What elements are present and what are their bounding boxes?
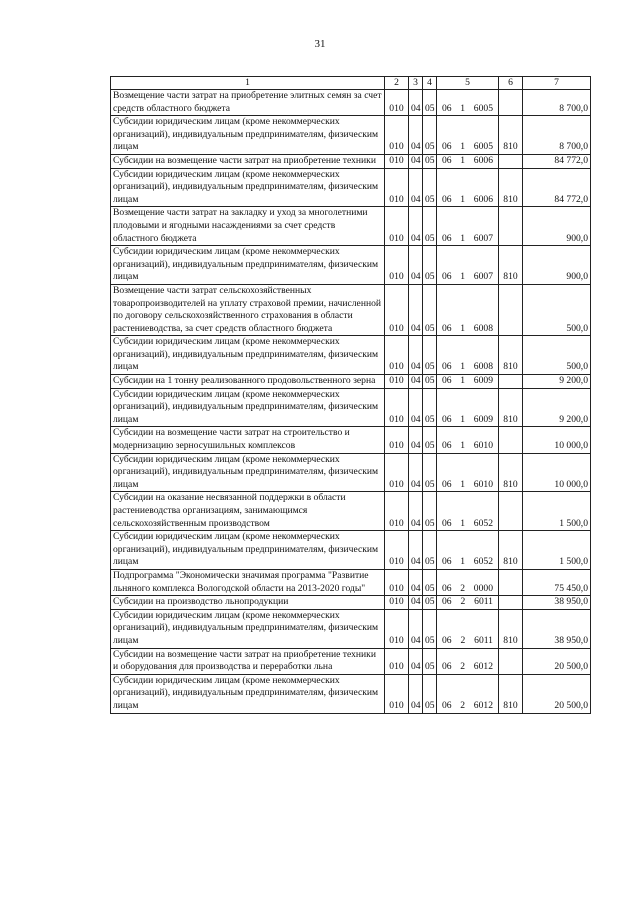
target-article-program: 06 (442, 556, 452, 568)
section-code-cell: 04 (409, 375, 423, 389)
target-article-subprogram: 1 (460, 154, 466, 166)
table-row (111, 648, 591, 674)
target-article-subprogram: 2 (460, 661, 466, 673)
target-article-cell (437, 674, 499, 713)
item-name-cell: Субсидии на возмещение части затрат на приобретение техники (111, 154, 385, 168)
amount-cell: 20 500,0 (523, 674, 591, 713)
target-article-article: 6009 (473, 413, 493, 425)
subsection-code-cell: 05 (423, 648, 437, 674)
item-name-cell: Субсидии на производство льнопродукции (111, 596, 385, 610)
section-code-cell: 04 (409, 492, 423, 531)
subsection-code-cell: 05 (423, 427, 437, 453)
target-article-program: 06 (442, 232, 452, 244)
page-number: 31 (314, 38, 326, 50)
target-article-subprogram: 1 (460, 232, 466, 244)
ministry-code-cell: 010 (385, 207, 409, 246)
amount-cell: 20 500,0 (523, 648, 591, 674)
subsection-code-cell: 05 (423, 674, 437, 713)
expense-type-cell (499, 427, 523, 453)
target-article-cell (437, 453, 499, 492)
target-article-program: 06 (442, 517, 452, 529)
amount-cell: 8 700,0 (523, 90, 591, 116)
target-article-cell (437, 336, 499, 375)
target-article-program: 06 (442, 361, 452, 373)
section-code-cell: 04 (409, 336, 423, 375)
section-code-cell: 04 (409, 246, 423, 285)
amount-cell: 75 450,0 (523, 569, 591, 595)
amount-cell: 500,0 (523, 336, 591, 375)
ministry-code-cell: 010 (385, 596, 409, 610)
target-article-cell (437, 531, 499, 570)
ministry-code-cell: 010 (385, 246, 409, 285)
target-article-subprogram: 1 (460, 361, 466, 373)
section-code-cell: 04 (409, 90, 423, 116)
target-article-article: 0000 (473, 582, 493, 594)
subsection-code-cell: 05 (423, 168, 437, 207)
item-name-cell: Субсидии юридическим лицам (кроме некоммерческих организаций), индивидуальным предпринимателям, физическим лицам (111, 674, 385, 713)
subsection-code-cell: 05 (423, 492, 437, 531)
ministry-code-cell: 010 (385, 648, 409, 674)
ministry-code-cell: 010 (385, 284, 409, 335)
header-col-4: 4 (423, 77, 437, 90)
target-article-program: 06 (442, 102, 452, 114)
subsection-code-cell: 05 (423, 90, 437, 116)
target-article-cell (437, 648, 499, 674)
target-article-article: 6006 (473, 154, 493, 166)
target-article-program: 06 (442, 375, 452, 387)
target-article-subprogram: 1 (460, 271, 466, 283)
table-row (111, 492, 591, 531)
target-article-program: 06 (442, 154, 452, 166)
target-article-article: 6012 (473, 661, 493, 673)
item-name-cell: Субсидии на оказание несвязанной поддержки в области растениеводства организациям, занимающимся сельскохозяйственным производством (111, 492, 385, 531)
target-article-subprogram: 1 (460, 102, 466, 114)
expense-type-cell: 810 (499, 531, 523, 570)
section-code-cell: 04 (409, 596, 423, 610)
target-article-subprogram: 1 (460, 517, 466, 529)
amount-cell: 9 200,0 (523, 388, 591, 427)
target-article-subprogram: 1 (460, 440, 466, 452)
target-article-subprogram: 1 (460, 478, 466, 490)
amount-cell: 500,0 (523, 284, 591, 335)
target-article-subprogram: 1 (460, 141, 466, 153)
table-header-row (111, 77, 591, 90)
expense-type-cell (499, 154, 523, 168)
expense-type-cell (499, 284, 523, 335)
item-name-cell: Субсидии юридическим лицам (кроме некоммерческих организаций), индивидуальным предпринимателям, физическим лицам (111, 116, 385, 155)
table-row (111, 284, 591, 335)
header-col-5: 5 (437, 77, 499, 90)
section-code-cell: 04 (409, 284, 423, 335)
target-article-program: 06 (442, 193, 452, 205)
expense-type-cell: 810 (499, 246, 523, 285)
ministry-code-cell: 010 (385, 168, 409, 207)
target-article-subprogram: 1 (460, 193, 466, 205)
target-article-article: 6010 (473, 440, 493, 452)
target-article-subprogram: 1 (460, 375, 466, 387)
subsection-code-cell: 05 (423, 609, 437, 648)
item-name-cell: Субсидии юридическим лицам (кроме некоммерческих организаций), индивидуальным предпринимателям, физическим лицам (111, 609, 385, 648)
target-article-subprogram: 1 (460, 556, 466, 568)
target-article-article: 6052 (473, 556, 493, 568)
target-article-cell (437, 427, 499, 453)
item-name-cell: Субсидии на возмещение части затрат на строительство и модернизацию зерносушильных комплексов (111, 427, 385, 453)
table-row (111, 388, 591, 427)
table-row (111, 246, 591, 285)
target-article-program: 06 (442, 271, 452, 283)
amount-cell: 38 950,0 (523, 596, 591, 610)
expense-type-cell: 810 (499, 674, 523, 713)
section-code-cell: 04 (409, 648, 423, 674)
expense-type-cell (499, 375, 523, 389)
target-article-cell (437, 492, 499, 531)
expense-type-cell (499, 90, 523, 116)
target-article-article: 6012 (473, 699, 493, 711)
item-name-cell: Субсидии на возмещение части затрат на приобретение техники и оборудования для производства и переработки льна (111, 648, 385, 674)
amount-cell: 10 000,0 (523, 427, 591, 453)
target-article-cell (437, 375, 499, 389)
subsection-code-cell: 05 (423, 453, 437, 492)
target-article-article: 6005 (473, 141, 493, 153)
item-name-cell: Подпрограмма "Экономически значимая программа "Развитие льняного комплекса Вологодской области на 2013-2020 годы" (111, 569, 385, 595)
subsection-code-cell: 05 (423, 569, 437, 595)
subsection-code-cell: 05 (423, 284, 437, 335)
target-article-article: 6006 (473, 193, 493, 205)
item-name-cell: Возмещение части затрат на закладку и уход за многолетними плодовыми и ягодными насаждениями за счет средств областного бюджета (111, 207, 385, 246)
section-code-cell: 04 (409, 569, 423, 595)
target-article-cell (437, 116, 499, 155)
target-article-cell (437, 596, 499, 610)
target-article-program: 06 (442, 596, 452, 608)
table-row (111, 168, 591, 207)
budget-table (110, 76, 591, 714)
expense-type-cell: 810 (499, 388, 523, 427)
item-name-cell: Субсидии юридическим лицам (кроме некоммерческих организаций), индивидуальным предпринимателям, физическим лицам (111, 168, 385, 207)
target-article-cell (437, 154, 499, 168)
amount-cell: 84 772,0 (523, 154, 591, 168)
item-name-cell: Субсидии юридическим лицам (кроме некоммерческих организаций), индивидуальным предпринимателям, физическим лицам (111, 531, 385, 570)
ministry-code-cell: 010 (385, 609, 409, 648)
table-row (111, 596, 591, 610)
ministry-code-cell: 010 (385, 674, 409, 713)
item-name-cell: Возмещение части затрат на приобретение элитных семян за счет средств областного бюджета (111, 90, 385, 116)
ministry-code-cell: 010 (385, 453, 409, 492)
target-article-article: 6005 (473, 102, 493, 114)
target-article-program: 06 (442, 582, 452, 594)
target-article-subprogram: 2 (460, 634, 466, 646)
amount-cell: 8 700,0 (523, 116, 591, 155)
item-name-cell: Возмещение части затрат сельскохозяйственных товаропроизводителей на уплату страховой премии, начисленной по договору сельскохозяйственного страхования в области растениеводства, за счет средств областного бюджета (111, 284, 385, 335)
target-article-program: 06 (442, 440, 452, 452)
header-col-2: 2 (385, 77, 409, 90)
table-row (111, 609, 591, 648)
target-article-subprogram: 2 (460, 596, 466, 608)
subsection-code-cell: 05 (423, 207, 437, 246)
target-article-program: 06 (442, 478, 452, 490)
amount-cell: 84 772,0 (523, 168, 591, 207)
subsection-code-cell: 05 (423, 531, 437, 570)
table-row (111, 90, 591, 116)
section-code-cell: 04 (409, 388, 423, 427)
target-article-subprogram: 1 (460, 413, 466, 425)
target-article-program: 06 (442, 322, 452, 334)
section-code-cell: 04 (409, 531, 423, 570)
item-name-cell: Субсидии юридическим лицам (кроме некоммерческих организаций), индивидуальным предпринимателям, физическим лицам (111, 336, 385, 375)
target-article-article: 6010 (473, 478, 493, 490)
ministry-code-cell: 010 (385, 427, 409, 453)
table-row (111, 453, 591, 492)
section-code-cell: 04 (409, 453, 423, 492)
section-code-cell: 04 (409, 207, 423, 246)
subsection-code-cell: 05 (423, 388, 437, 427)
ministry-code-cell: 010 (385, 492, 409, 531)
target-article-subprogram: 2 (460, 699, 466, 711)
section-code-cell: 04 (409, 674, 423, 713)
table-row (111, 336, 591, 375)
target-article-program: 06 (442, 661, 452, 673)
item-name-cell: Субсидии юридическим лицам (кроме некоммерческих организаций), индивидуальным предпринимателям, физическим лицам (111, 388, 385, 427)
target-article-program: 06 (442, 699, 452, 711)
section-code-cell: 04 (409, 427, 423, 453)
table-row (111, 569, 591, 595)
ministry-code-cell: 010 (385, 375, 409, 389)
ministry-code-cell: 010 (385, 90, 409, 116)
subsection-code-cell: 05 (423, 116, 437, 155)
target-article-cell (437, 246, 499, 285)
target-article-article: 6011 (474, 634, 493, 646)
ministry-code-cell: 010 (385, 116, 409, 155)
subsection-code-cell: 05 (423, 336, 437, 375)
section-code-cell: 04 (409, 609, 423, 648)
header-col-3: 3 (409, 77, 423, 90)
subsection-code-cell: 05 (423, 596, 437, 610)
item-name-cell: Субсидии юридическим лицам (кроме некоммерческих организаций), индивидуальным предпринимателям, физическим лицам (111, 246, 385, 285)
ministry-code-cell: 010 (385, 154, 409, 168)
amount-cell: 1 500,0 (523, 492, 591, 531)
item-name-cell: Субсидии на 1 тонну реализованного продовольственного зерна (111, 375, 385, 389)
target-article-program: 06 (442, 413, 452, 425)
header-col-6: 6 (499, 77, 523, 90)
ministry-code-cell: 010 (385, 531, 409, 570)
target-article-subprogram: 2 (460, 582, 466, 594)
target-article-article: 6007 (473, 232, 493, 244)
section-code-cell: 04 (409, 154, 423, 168)
table-row (111, 427, 591, 453)
amount-cell: 9 200,0 (523, 375, 591, 389)
expense-type-cell (499, 207, 523, 246)
expense-type-cell: 810 (499, 336, 523, 375)
subsection-code-cell: 05 (423, 246, 437, 285)
target-article-program: 06 (442, 141, 452, 153)
amount-cell: 10 000,0 (523, 453, 591, 492)
target-article-cell (437, 388, 499, 427)
table-row (111, 531, 591, 570)
amount-cell: 38 950,0 (523, 609, 591, 648)
target-article-cell (437, 569, 499, 595)
ministry-code-cell: 010 (385, 569, 409, 595)
subsection-code-cell: 05 (423, 375, 437, 389)
target-article-cell (437, 284, 499, 335)
target-article-cell (437, 168, 499, 207)
target-article-article: 6008 (473, 361, 493, 373)
table-row (111, 375, 591, 389)
target-article-subprogram: 1 (460, 322, 466, 334)
target-article-article: 6008 (473, 322, 493, 334)
ministry-code-cell: 010 (385, 388, 409, 427)
expense-type-cell (499, 596, 523, 610)
target-article-article: 6011 (474, 596, 493, 608)
section-code-cell: 04 (409, 116, 423, 155)
header-col-7: 7 (523, 77, 591, 90)
expense-type-cell: 810 (499, 168, 523, 207)
expense-type-cell: 810 (499, 116, 523, 155)
item-name-cell: Субсидии юридическим лицам (кроме некоммерческих организаций), индивидуальным предпринимателям, физическим лицам (111, 453, 385, 492)
target-article-article: 6052 (473, 517, 493, 529)
amount-cell: 900,0 (523, 207, 591, 246)
target-article-cell (437, 609, 499, 648)
target-article-article: 6007 (473, 271, 493, 283)
target-article-article: 6009 (473, 375, 493, 387)
amount-cell: 1 500,0 (523, 531, 591, 570)
expense-type-cell (499, 492, 523, 531)
target-article-cell (437, 90, 499, 116)
subsection-code-cell: 05 (423, 154, 437, 168)
expense-type-cell (499, 569, 523, 595)
expense-type-cell (499, 648, 523, 674)
expense-type-cell: 810 (499, 453, 523, 492)
expense-type-cell: 810 (499, 609, 523, 648)
table-row (111, 154, 591, 168)
table-row (111, 207, 591, 246)
section-code-cell: 04 (409, 168, 423, 207)
table-row (111, 674, 591, 713)
header-col-1: 1 (111, 77, 385, 90)
table-row (111, 116, 591, 155)
target-article-cell (437, 207, 499, 246)
ministry-code-cell: 010 (385, 336, 409, 375)
target-article-program: 06 (442, 634, 452, 646)
amount-cell: 900,0 (523, 246, 591, 285)
